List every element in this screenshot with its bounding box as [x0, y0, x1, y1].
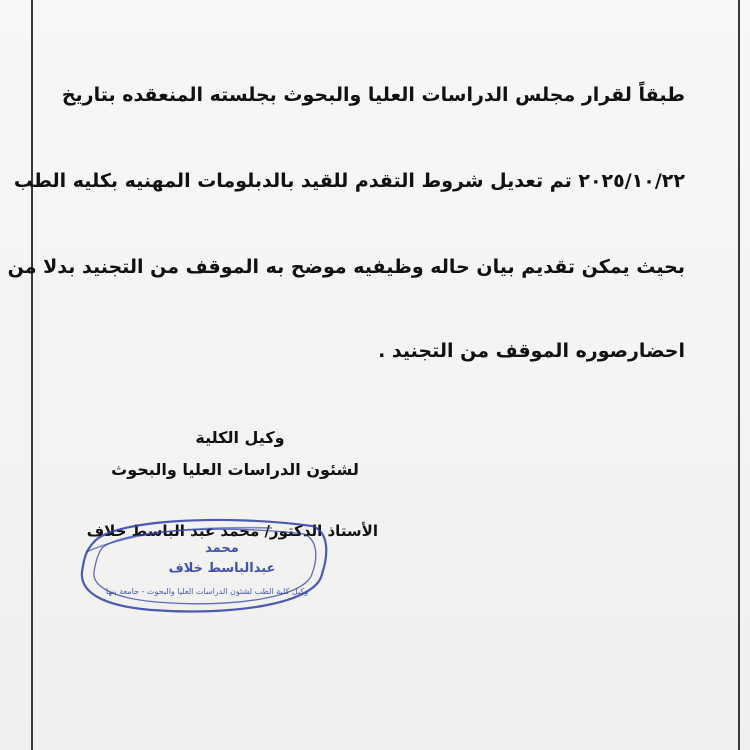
stamp-caption: وكيل كلية الطب لشئون الدراسات العليا والبحوث - جامعة بنها [105, 587, 309, 596]
letter-line-4: احضارصوره الموقف من التجنيد . [378, 340, 685, 362]
letter-line-3: بحيث يمكن تقديم بيان حاله وظيفيه موضح به الموقف من التجنيد بدلا من [7, 256, 685, 278]
signatory-department: لشئون الدراسات العليا والبحوث [111, 460, 359, 479]
letter-line-2: ٢٠٢٥/١٠/٢٢ تم تعديل شروط التقدم للقيد بالدبلومات المهنيه بكليه الطب [13, 170, 685, 192]
stamp-name: محمد [205, 541, 239, 556]
letter-line-1: طبقاً لقرار مجلس الدراسات العليا والبحوث بجلسته المنعقده بتاريخ [61, 84, 685, 106]
stamp-full-name: عبدالباسط خلاف [168, 561, 276, 576]
page-border-right [738, 0, 740, 750]
official-stamp [72, 512, 334, 620]
page-border-left [31, 0, 33, 750]
signatory-title: وكيل الكلية [195, 428, 285, 447]
signatory-name: الأستاذ الدكتور/ محمد عبد الباسط خلاف [86, 522, 378, 540]
